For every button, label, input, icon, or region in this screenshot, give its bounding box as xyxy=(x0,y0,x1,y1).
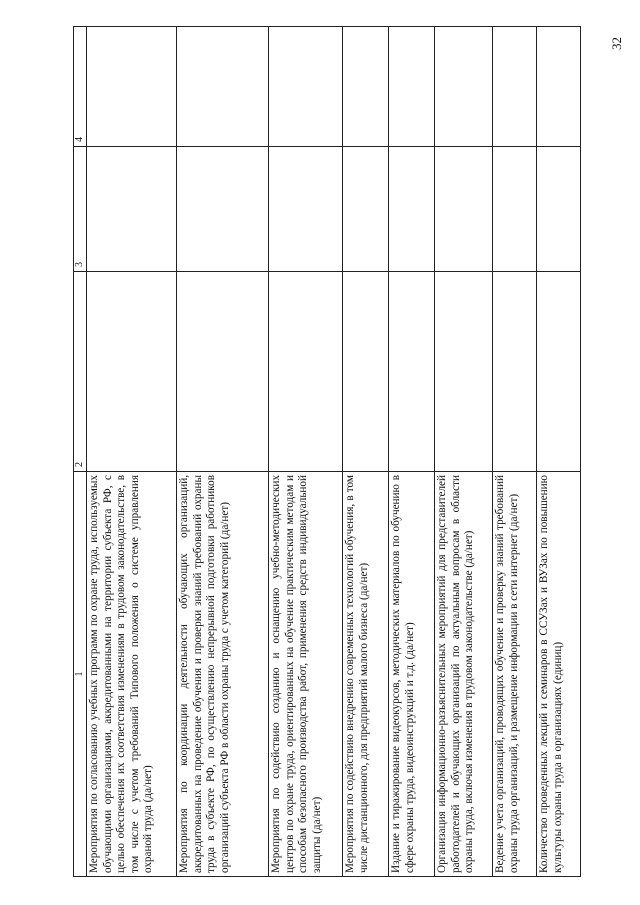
value-cell xyxy=(343,27,389,147)
value-cell xyxy=(269,147,343,272)
value-cell xyxy=(177,147,269,272)
measures-table xyxy=(73,26,581,877)
table-row xyxy=(343,27,389,877)
measure-text: Количество проведенных лекций и семинаров в ССУЗах и ВУЗах по повышению культуры охраны труда в организациях (единиц) xyxy=(537,472,581,877)
table-row xyxy=(389,27,435,877)
measure-text: Мероприятия по содействию внедрению современных технологий обучения, в том числе дистанционного, для предприятий малого бизнеса (да/нет) xyxy=(343,472,389,877)
measure-text: Ведение учета организаций, проводящих обучение и проверку знаний требований охраны труда организаций, и размещение информации в сети интернет (да/нет) xyxy=(493,472,537,877)
value-cell xyxy=(87,147,177,272)
value-cell xyxy=(87,27,177,147)
table-row xyxy=(177,27,269,877)
value-cell xyxy=(389,272,435,472)
value-cell xyxy=(435,147,493,272)
value-cell xyxy=(435,272,493,472)
table-row xyxy=(493,27,537,877)
value-cell xyxy=(343,147,389,272)
column-header-2: 2 xyxy=(74,272,87,472)
value-cell xyxy=(493,27,537,147)
column-header-4: 4 xyxy=(74,27,87,147)
measure-text: Мероприятия по содействию созданию и оснащению учебно-методических центров по охране труда, ориентированных на обучение практическим методам и способам безопасного производства работ, применения средств индивидуальной защиты (да/нет) xyxy=(269,472,343,877)
value-cell xyxy=(177,27,269,147)
value-cell xyxy=(177,272,269,472)
page-number: 32 xyxy=(609,37,624,50)
column-header-1: 1 xyxy=(74,472,87,877)
table-row xyxy=(435,27,493,877)
measure-text: Мероприятия по координации деятельности обучающих организаций, аккредитованных на проведение обучения и проверки знаний требований охраны труда в субъекте РФ, по осуществлению непрерывной подготовки работников организаций субъекта РФ в области охраны труда с учетом категорий (да/нет) xyxy=(177,472,269,877)
value-cell xyxy=(537,272,581,472)
table-row xyxy=(87,27,177,877)
value-cell xyxy=(537,27,581,147)
value-cell xyxy=(389,27,435,147)
value-cell xyxy=(389,147,435,272)
column-header-3: 3 xyxy=(74,147,87,272)
table-row xyxy=(537,27,581,877)
measure-text: Издание и тиражирование видеокурсов, методических материалов по обучению в сфере охраны труда, видеоинструкций и т.д. (да/нет) xyxy=(389,472,435,877)
table-header-row xyxy=(74,27,87,877)
value-cell xyxy=(537,147,581,272)
value-cell xyxy=(343,272,389,472)
measure-text: Организация информационно-разъяснительных мероприятий для представителей работодателей и обучающих организаций по актуальным вопросам в области охраны труда, включая изменения в трудовом законодательстве (да/нет) xyxy=(435,472,493,877)
table-row xyxy=(269,27,343,877)
value-cell xyxy=(269,272,343,472)
measure-text: Мероприятия по согласованию учебных программ по охране труда, используемых обучающими организациями, аккредитованными на территории субъекта РФ, с целью обеспечения их соответствия изменениям в трудовом законодательстве, в том числе с учетом требований Типового положения о системе управления охраной труда (да/нет) xyxy=(87,472,177,877)
value-cell xyxy=(269,27,343,147)
value-cell xyxy=(87,272,177,472)
value-cell xyxy=(493,147,537,272)
value-cell xyxy=(493,272,537,472)
value-cell xyxy=(435,27,493,147)
